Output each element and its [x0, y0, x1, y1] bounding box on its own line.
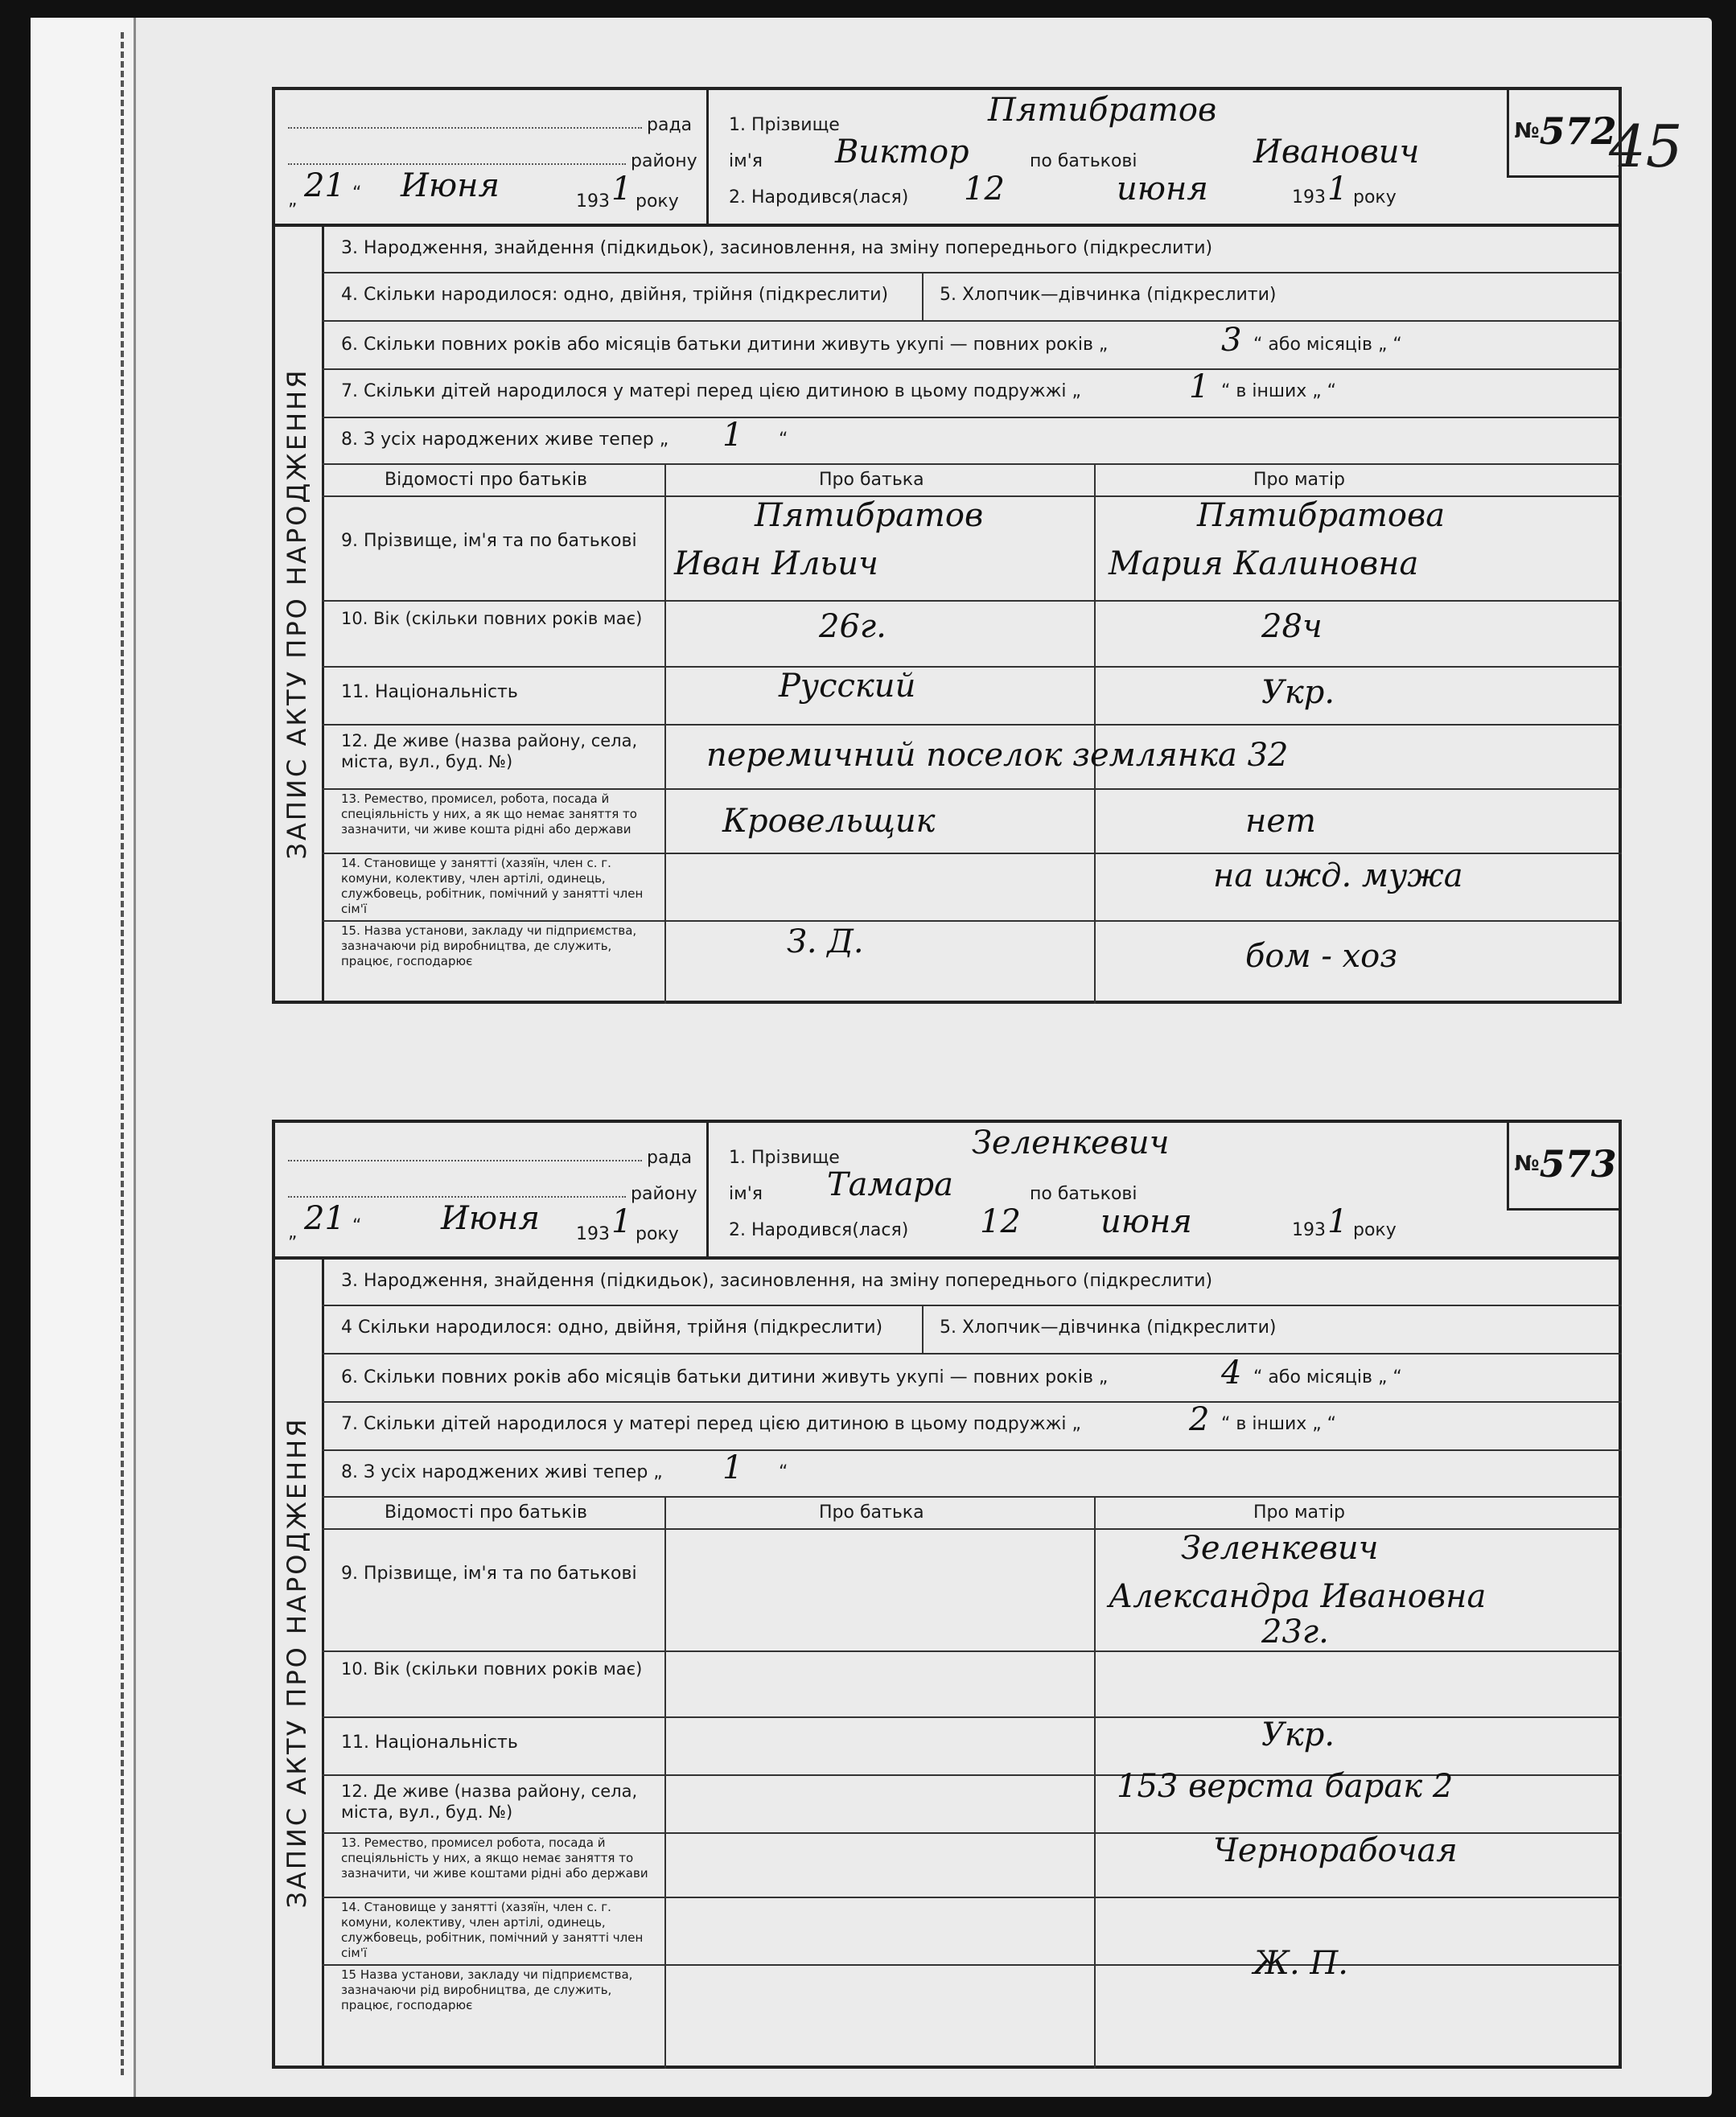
row-divider [322, 320, 1622, 322]
birth-record-572 [272, 87, 1622, 1004]
year-prefix: 193 [576, 191, 610, 212]
record-number-box [1507, 87, 1622, 178]
row-divider [322, 1964, 1622, 1966]
registration-month: Июня [401, 167, 500, 204]
row-10-label: 10. Вік (скільки повних років має) [341, 609, 643, 628]
row-divider [322, 724, 1622, 726]
vertical-title-column [272, 224, 324, 1004]
roku-label: року [636, 1224, 679, 1244]
column-header-mother: Про матір [1253, 1502, 1345, 1523]
mother-age: 23г. [1261, 1613, 1329, 1650]
row-15-label: 15. Назва установи, закладу чи підприємства, зазначаючи рід виробництва, де служить, працює, господарює [341, 923, 637, 968]
quote-open: „ [288, 190, 298, 210]
year-prefix: 193 [576, 1224, 610, 1244]
quote-open: „ [288, 1223, 298, 1243]
mother-nationality: Укр. [1261, 674, 1335, 711]
address: перемичний поселок землянка 32 [706, 737, 1289, 774]
row-6-tail: “ або місяців „ “ [1253, 335, 1402, 355]
vertical-title: ЗАПИС АКТУ ПРО НАРОДЖЕННЯ [282, 1416, 312, 1909]
row-12-label: 12. Де живе (назва району, села, міста, вул., буд. №) [341, 731, 638, 771]
raion-label: району [631, 1184, 697, 1204]
child-surname: Пятибратов [988, 92, 1217, 129]
rada-label: рада [647, 115, 693, 135]
surname-label: 1. Прізвище [729, 1148, 840, 1168]
birth-year-prefix: 193 [1292, 1220, 1326, 1240]
row-divider [922, 272, 924, 320]
row-8-count: 1 [722, 417, 743, 454]
mother-name: Мария Калиновна [1109, 545, 1419, 582]
dotted-line [288, 1196, 626, 1198]
row-divider [322, 1650, 1622, 1652]
row-8-count: 1 [722, 1449, 743, 1486]
row-3-text: 3. Народження, знайдення (підкидьок), засиновлення, на зміну попереднього (підкреслити) [341, 1271, 1213, 1291]
rada-label: рада [647, 1148, 693, 1168]
row-6-text: 6. Скільки повних років або місяців батьки дитини живуть укупі — повних років „ [341, 335, 1109, 355]
stitch-holes [121, 32, 135, 2075]
registration-day: 21 [304, 1200, 345, 1237]
year-digit: 1 [611, 1203, 632, 1240]
roku-label: року [636, 191, 679, 212]
row-divider [322, 463, 1622, 465]
row-divider [322, 1305, 1622, 1306]
row-12-label: 12. Де живе (назва району, села, міста, вул., буд. №) [341, 1782, 638, 1822]
row-7-text: 7. Скільки дітей народилося у матері перед цією дитиною в цьому подружжі „ [341, 1414, 1081, 1434]
patronymic-label: по батькові [1030, 151, 1137, 171]
header-bottom-line [272, 224, 1622, 227]
registration-month: Июня [441, 1200, 540, 1237]
row-10-label: 10. Вік (скільки повних років має) [341, 1659, 643, 1679]
row-divider [322, 1401, 1622, 1403]
row-13-label: 13. Ремество, промисел робота, посада й спеціяльність у них, а якщо немає заняття то зазначити, чи живе коштами рідні або держави [341, 1835, 648, 1881]
father-name: Иван Ильич [674, 545, 878, 582]
column-divider [1094, 1496, 1096, 2069]
mother-occupation: нет [1245, 803, 1316, 840]
born-label: 2. Народився(лася) [729, 187, 909, 208]
row-6-years: 3 [1221, 322, 1242, 359]
row-11-label: 11. Національність [341, 1733, 518, 1753]
number-label: № [1514, 1152, 1540, 1176]
birth-month: июня [1100, 1203, 1192, 1240]
row-divider [922, 1305, 924, 1353]
row-divider [322, 853, 1622, 854]
row-divider [322, 1716, 1622, 1718]
row-14-label: 14. Становище у занятті (хазяїн, член с. г. комуни, колективу, член артілі, одинець, службовець, робітник, помічний у занятті член сім'ї [341, 856, 644, 916]
mother-surname: Пятибратова [1197, 497, 1446, 534]
row-6-text: 6. Скільки повних років або місяців батьки дитини живуть укупі — повних років „ [341, 1367, 1109, 1387]
row-7-text: 7. Скільки дітей народилося у матері перед цією дитиною в цьому подружжі „ [341, 381, 1081, 401]
mother-nationality: Укр. [1261, 1716, 1335, 1753]
father-workplace: З. Д. [787, 923, 864, 960]
row-divider [322, 1353, 1622, 1354]
surname-label: 1. Прізвище [729, 115, 840, 135]
row-11-label: 11. Національність [341, 682, 518, 702]
record-number-box [1507, 1120, 1622, 1211]
raion-label: району [631, 151, 697, 171]
header-divider [706, 1120, 709, 1256]
birth-year-digit: 1 [1327, 171, 1348, 208]
row-divider [322, 272, 1622, 273]
row-6-tail: “ або місяців „ “ [1253, 1367, 1402, 1387]
row-3-text: 3. Народження, знайдення (підкидьок), засиновлення, на зміну попереднього (підкреслити) [341, 238, 1213, 258]
birth-day: 12 [964, 171, 1005, 208]
birth-record-573 [272, 1120, 1622, 2069]
header-divider [706, 87, 709, 224]
header-bottom-line [272, 1256, 1622, 1260]
dotted-line [288, 127, 642, 129]
vertical-title-column [272, 1256, 324, 2069]
child-name: Виктор [835, 134, 969, 171]
father-surname: Пятибратов [755, 497, 984, 534]
row-13-label: 13. Ремество, промисел, робота, посада й спеціяльність у них, а як що немає заняття то зазначити, чи живе кошта рідні або держави [341, 791, 637, 837]
column-divider [664, 463, 666, 1004]
mother-age: 28ч [1261, 608, 1323, 645]
row-9-label: 9. Прізвище, ім'я та по батькові [341, 531, 637, 551]
father-occupation: Кровельщик [722, 803, 936, 840]
column-divider [1094, 463, 1096, 1004]
corner-page-mark: 45 [1609, 113, 1683, 180]
row-7-tail: “ в інших „ “ [1221, 1414, 1337, 1434]
father-age: 26г. [819, 608, 887, 645]
row-5-text: 5. Хлопчик—дівчинка (підкреслити) [940, 285, 1277, 305]
row-divider [322, 600, 1622, 602]
mother-position: на ижд. мужа [1213, 857, 1463, 894]
mother-workplace: бом - хоз [1245, 938, 1398, 975]
row-8-tail: “ [779, 1462, 788, 1482]
row-divider [322, 788, 1622, 790]
column-header-mother: Про матір [1253, 470, 1345, 490]
row-5-text: 5. Хлопчик—дівчинка (підкреслити) [940, 1317, 1277, 1338]
row-6-years: 4 [1221, 1354, 1242, 1391]
registration-day: 21 [304, 167, 345, 204]
child-name: Тамара [827, 1166, 953, 1203]
birth-day: 12 [980, 1203, 1021, 1240]
dotted-line [288, 1160, 642, 1161]
row-4-text: 4 Скільки народилося: одно, двійня, трійня (підкреслити) [341, 1317, 883, 1338]
father-nationality: Русский [779, 668, 916, 705]
child-patronymic: Иванович [1253, 134, 1420, 171]
number-label: № [1514, 119, 1540, 143]
row-divider [322, 1528, 1622, 1530]
row-15-label: 15 Назва установи, закладу чи підприємства, зазначаючи рід виробництва, де служить, працює, господарює [341, 1967, 633, 2012]
quote-close: “ [352, 183, 362, 203]
mother-workplace: Ж. П. [1253, 1945, 1348, 1982]
mother-name: Александра Ивановна [1109, 1578, 1487, 1615]
birth-roku-label: року [1353, 187, 1397, 208]
birth-year-prefix: 193 [1292, 187, 1326, 208]
mother-surname: Зеленкевич [1181, 1530, 1379, 1567]
column-header-father: Про батька [819, 470, 924, 490]
row-divider [322, 920, 1622, 922]
column-header-info: Відомості про батьків [385, 1502, 587, 1523]
row-7-count: 2 [1189, 1401, 1210, 1438]
row-divider [322, 1897, 1622, 1898]
mother-occupation: Чернорабочая [1213, 1832, 1458, 1869]
row-4-text: 4. Скільки народилося: одно, двійня, трійня (підкреслити) [341, 285, 889, 305]
column-header-info: Відомості про батьків [385, 470, 587, 490]
row-divider [322, 1496, 1622, 1498]
child-surname: Зеленкевич [972, 1124, 1170, 1161]
row-8-text: 8. З усіх народжених живі тепер „ [341, 1462, 663, 1482]
birth-roku-label: року [1353, 1220, 1397, 1240]
year-digit: 1 [611, 171, 632, 208]
vertical-title: ЗАПИС АКТУ ПРО НАРОДЖЕННЯ [282, 368, 312, 860]
row-7-count: 1 [1189, 368, 1210, 405]
row-divider [322, 1449, 1622, 1451]
birth-year-digit: 1 [1327, 1203, 1348, 1240]
row-7-tail: “ в інших „ “ [1221, 381, 1337, 401]
born-label: 2. Народився(лася) [729, 1220, 909, 1240]
row-8-tail: “ [779, 430, 788, 450]
quote-close: “ [352, 1216, 362, 1236]
patronymic-label: по батькові [1030, 1184, 1137, 1204]
record-number: 572 [1539, 109, 1617, 153]
dotted-line [288, 163, 626, 165]
column-divider [664, 1496, 666, 2069]
row-14-label: 14. Становище у занятті (хазяїн, член с. г. комуни, колективу, член артілі, одинець, службовець, робітник, помічний у занятті член сім'ї [341, 1900, 644, 1960]
name-label: ім'я [729, 1184, 763, 1204]
row-divider [322, 666, 1622, 668]
record-number: 573 [1539, 1142, 1617, 1186]
row-divider [322, 417, 1622, 418]
row-9-label: 9. Прізвище, ім'я та по батькові [341, 1564, 637, 1584]
address: 153 верста барак 2 [1117, 1768, 1454, 1805]
column-header-father: Про батька [819, 1502, 924, 1523]
name-label: ім'я [729, 151, 763, 171]
row-divider [322, 368, 1622, 370]
birth-month: июня [1117, 171, 1208, 208]
row-8-text: 8. З усіх народжених живе тепер „ [341, 430, 669, 450]
